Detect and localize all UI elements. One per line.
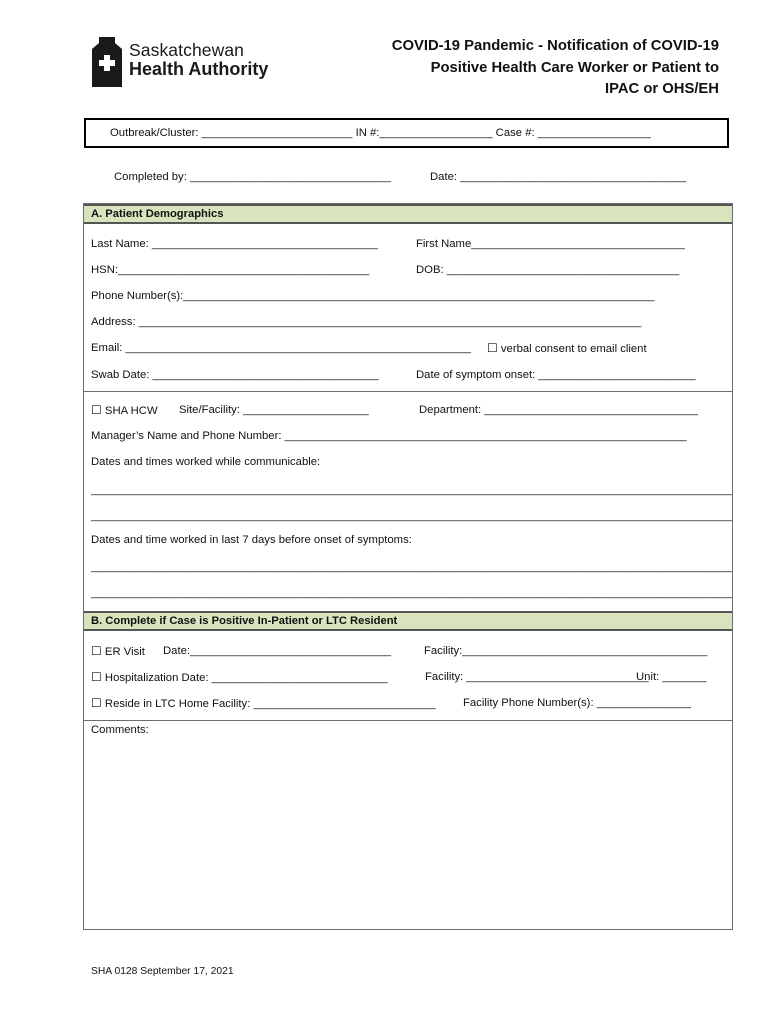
form-code-footer: SHA 0128 September 17, 2021	[91, 966, 234, 977]
section-a-heading: A. Patient Demographics	[84, 204, 732, 224]
hospitalization-checkbox[interactable]: ☐	[91, 670, 102, 684]
outbreak-case-fields[interactable]: Outbreak/Cluster: ________________________ IN #:__________________ Case #: __________________	[110, 127, 651, 139]
er-visit-label: ER Visit	[104, 646, 145, 658]
title-line3: IPAC or OHS/EH	[604, 81, 719, 97]
hospitalization-row	[91, 670, 388, 684]
address-field[interactable]: Address: ________________________________________________________________________________	[91, 316, 642, 328]
sha-hcw-checkbox[interactable]: ☐	[91, 403, 102, 417]
completed-date-field[interactable]: Date: ____________________________________	[430, 171, 687, 183]
er-facility-field[interactable]: Facility:_______________________________________	[424, 645, 708, 657]
email-consent-row	[487, 341, 647, 355]
manager-field[interactable]: Manager’s Name and Phone Number: ________________________________________________________________	[91, 430, 687, 442]
title-line1: COVID-19 Pandemic - Notification of COVID-19	[391, 38, 719, 54]
logo-text-line1: Saskatchewan	[129, 40, 245, 60]
er-visit-row	[91, 644, 145, 658]
outbreak-info-box	[84, 118, 729, 148]
hospitalization-unit-field[interactable]: Unit: _______	[636, 671, 707, 683]
sha-logo	[92, 37, 282, 89]
ltc-facility-field[interactable]: Reside in LTC Home Facility: _____________________________	[104, 698, 436, 710]
comments-label: Comments:	[91, 724, 149, 736]
title-line2: Positive Health Care Worker or Patient to	[430, 59, 719, 76]
sha-hcw-row	[91, 403, 158, 417]
hsn-field[interactable]: HSN:________________________________________	[91, 264, 370, 276]
email-consent-label: verbal consent to email client	[500, 343, 647, 355]
health-authority-cross-icon	[92, 37, 122, 87]
ltc-phone-field[interactable]: Facility Phone Number(s): _______________	[463, 697, 691, 709]
section-divider	[84, 391, 732, 392]
completed-by-field[interactable]: Completed by: ________________________________	[114, 171, 392, 183]
last7-days-line[interactable]: ______________________________________________________________________________________________________	[91, 587, 732, 599]
er-visit-checkbox[interactable]: ☐	[91, 644, 102, 658]
first-name-field[interactable]: First Name__________________________________	[416, 238, 685, 250]
symptom-onset-field[interactable]: Date of symptom onset: _________________________	[416, 369, 696, 381]
logo-text-line2: Health Authority	[129, 59, 269, 79]
ltc-row	[91, 696, 436, 710]
last7-days-line[interactable]: ______________________________________________________________________________________________________	[91, 561, 732, 573]
form-body	[83, 203, 733, 930]
er-date-field[interactable]: Date:________________________________	[163, 645, 392, 657]
dates-worked-line[interactable]: ______________________________________________________________________________________________________	[91, 484, 732, 496]
ltc-checkbox[interactable]: ☐	[91, 696, 102, 710]
dob-field[interactable]: DOB: _____________________________________	[416, 264, 680, 276]
last-name-field[interactable]: Last Name: ____________________________________	[91, 238, 379, 250]
email-field[interactable]: Email: _______________________________________________________	[91, 342, 472, 354]
phone-field[interactable]: Phone Number(s):___________________________________________________________________________	[91, 290, 655, 302]
dates-worked-label: Dates and times worked while communicable:	[91, 456, 321, 468]
hospitalization-facility-field[interactable]: Facility: _____________________________	[425, 671, 649, 683]
sha-hcw-label: SHA HCW	[104, 405, 158, 417]
email-consent-checkbox[interactable]: ☐	[487, 341, 498, 355]
last7-days-label: Dates and time worked in last 7 days before onset of symptoms:	[91, 534, 412, 546]
department-field[interactable]: Department: __________________________________	[419, 404, 698, 416]
section-divider	[84, 720, 732, 721]
site-facility-field[interactable]: Site/Facility: ____________________	[179, 404, 369, 416]
document-title	[339, 36, 719, 101]
hospitalization-date-field[interactable]: Hospitalization Date: ____________________________	[104, 672, 388, 684]
dates-worked-line[interactable]: ______________________________________________________________________________________________________	[91, 510, 732, 522]
completed-by-row	[114, 171, 687, 183]
section-b-heading: B. Complete if Case is Positive In-Patient or LTC Resident	[84, 611, 732, 631]
swab-date-field[interactable]: Swab Date: ____________________________________	[91, 369, 379, 381]
